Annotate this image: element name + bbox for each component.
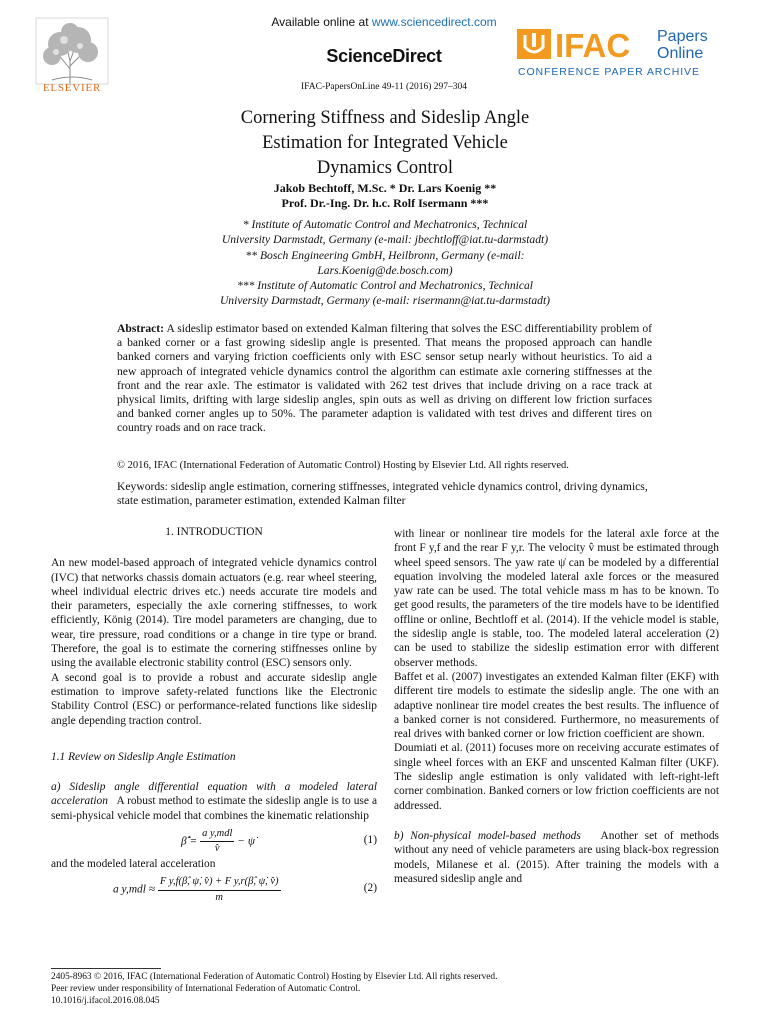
subsection-heading: 1.1 Review on Sideslip Angle Estimation <box>51 750 236 763</box>
equation-tail: − ψ̇ <box>237 835 255 848</box>
footer <box>51 971 711 1008</box>
paper-title <box>140 106 630 181</box>
footer-rule <box>51 968 161 969</box>
copyright-notice: © 2016, IFAC (International Federation of Automatic Control) Hosting by Elsevier Ltd. All rights reserved. <box>117 460 569 471</box>
title-line: Estimation for Integrated Vehicle <box>262 133 508 153</box>
paragraph: An new model-based approach of integrated vehicle dynamics control (IVC) that networks chassis domain actuators (e.g. rear wheel steering, wheel individual electric drives etc.) needs accurate tire models and their parameters, especially the axle cornering stiffnesses, to work efficiently, König (2014). Tire model parameters are changing, due to wear, tire pressure, road conditions or a change in tire type or brand. Therefore, the goal is to estimate the cornering stiffnesses online by using the available electronic stability control (ESC) sensors only. <box>51 557 377 670</box>
abstract-text: A sideslip estimator based on extended Kalman filtering that solves the ESC differentiability problem of a banked corner or a fast growing sideslip angle is presented. That means the proposed approach can handle banked corners and varying friction coefficients only with ESC sensor setup nearly without heuristics. To aid a new approach of integrated vehicle dynamics control the algorithm can estimate axle cornering stiffnesses at the front and the rear axle. The estimator is validated with 262 test drives that include driving on a race track at physical limits, drifting with large sideslip angles, spin outs as well as driving on different low friction surfaces and banked corner angles up to 50%. The parameter adaption is validated with test drives and different tires on country roads and on race track. <box>117 322 652 435</box>
journal-reference: IFAC-PapersOnLine 49-11 (2016) 297–304 <box>301 82 467 92</box>
ifac-online-word: Online <box>657 45 704 62</box>
affiliation-line: University Darmstadt, Germany (e-mail: jbechtloff@iat.tu-darmstadt) <box>221 233 549 247</box>
ifac-word: IFAC <box>555 27 631 64</box>
paragraph-text: Another set of methods without any need of vehicle parameters are using black-box regression models, Milanese et al. (2015). After training the models with a measured sideslip angle and <box>394 829 719 885</box>
title-line: Dynamics Control <box>316 158 454 178</box>
section-heading-introduction: 1. INTRODUCTION <box>165 526 263 538</box>
affiliations <box>120 217 650 309</box>
title-line: Cornering Stiffness and Sideslip Angle <box>240 108 530 128</box>
affiliation-line: Lars.Koenig@de.bosch.com) <box>317 263 453 277</box>
paragraph: Baffet et al. (2007) investigates an extended Kalman filter (EKF) with different tire models to estimate the sideslip angle. The one with an adaptive nonlinear tire model creates the best results. The influence of a banked corner is not considered. Furthermore, no measurements of real drives with banked corner or low friction coefficient are shown. <box>394 670 719 741</box>
equation-2 <box>51 871 377 903</box>
paragraph: A second goal is to provide a robust and accurate sideslip angle estimation to improve safety-related functions like the Electronic Stability Control (ESC) or performance-related functions like sideslip angle depending traction control. <box>51 671 377 727</box>
ifac-papers-word: Papers <box>657 28 708 45</box>
paragraph-run-in-heading: a) Sideslip angle differential equation with a modeled lateral acceleration <box>51 781 377 808</box>
equation-1 <box>51 823 377 857</box>
paragraph: Doumiati et al. (2011) focuses more on receiving accurate estimates of single wheel forces with an EKF and unscented Kalman filter (UKF). The sideslip angle estimation is only validated with left-right-left corner combination. Banked corners or low friction coefficients are not addressed. <box>394 742 719 812</box>
equation-denominator: v̂ <box>214 843 220 855</box>
affiliation-line: *** Institute of Automatic Control and Mechatronics, Technical <box>236 279 534 293</box>
paragraph: and the modeled lateral acceleration <box>51 858 216 871</box>
equation-fraction <box>158 875 281 905</box>
equation-numerator: a y,mdl <box>200 827 234 842</box>
equation-fraction <box>200 827 234 857</box>
affiliation-line: * Institute of Automatic Control and Mechatronics, Technical <box>242 218 528 231</box>
abstract-label: Abstract: <box>117 322 165 335</box>
paragraph <box>394 829 719 886</box>
authors-line-1: Jakob Bechtoff, M.Sc. * Dr. Lars Koenig ** <box>273 181 497 195</box>
left-column <box>51 525 377 903</box>
elsevier-wordmark: ELSEVIER <box>42 82 102 94</box>
affiliation-line: ** Bosch Engineering GmbH, Heilbronn, Germany (e-mail: <box>245 248 525 262</box>
abstract <box>117 322 652 436</box>
equation-numerator: F y,f(β̂, ψ̇, v̂) + F y,r(β̂, ψ̇, v̂) <box>158 875 281 890</box>
sciencedirect-wordmark: ScienceDirect <box>326 46 442 66</box>
footer-peer-review: Peer review under responsibility of International Federation of Automatic Control. <box>51 984 361 995</box>
sciencedirect-link[interactable]: www.sciencedirect.com <box>371 15 497 29</box>
paragraph-text: A robust method to estimate the sideslip angle is to use a semi-physical vehicle model that combines the kinematic relationship <box>51 795 378 822</box>
equation-lhs: β̂̇ = <box>181 835 198 848</box>
paragraph-run-in-heading: b) Non-physical model-based methods <box>394 829 581 842</box>
right-column <box>394 527 719 886</box>
equation-number: (2) <box>363 882 377 895</box>
equation-denominator: m <box>215 891 223 903</box>
available-online-prefix: Available online at <box>271 15 372 29</box>
ifac-papersonline-logo <box>517 27 727 87</box>
equation-number: (1) <box>363 834 377 847</box>
authors-line-2: Prof. Dr.-Ing. Dr. h.c. Rolf Isermann *** <box>281 196 489 210</box>
affiliation-line: University Darmstadt, Germany (e-mail: risermann@iat.tu-darmstadt) <box>219 294 551 308</box>
paragraph <box>51 780 377 823</box>
paragraph: with linear or nonlinear tire models for the lateral axle force at the front F y,f and the rear F y,r. The velocity v̂ must be estimated through wheel speed sensors. The yaw rate ψ̇ can be modeled by a differential equation involving the modeled lateral axle forces or the measured yaw rate can be used. The total vehicle mass m has to be known. To get good results, the parameters of the tire models have to be identified offline or online, Bechtloff et al. (2014). If the vehicle model is stable, the sideslip angle is stable, too. The modeled lateral acceleration (2) can be used to stabilize the sideslip estimation error with different observer methods. <box>394 528 719 669</box>
ifac-archive-caption: CONFERENCE PAPER ARCHIVE <box>518 66 700 78</box>
footer-copyright: 2405-8963 © 2016, IFAC (International Federation of Automatic Control) Hosting by Elsevier Ltd. All rights reserved. <box>51 972 498 982</box>
footer-doi: 10.1016/j.ifacol.2016.08.045 <box>51 996 160 1007</box>
equation-lhs: a y,mdl ≈ <box>113 883 156 896</box>
keywords: Keywords: sideslip angle estimation, cornering stiffnesses, integrated vehicle dynamics control, driving dynamics, state estimation, parameter estimation, extended Kalman filter <box>117 480 648 508</box>
